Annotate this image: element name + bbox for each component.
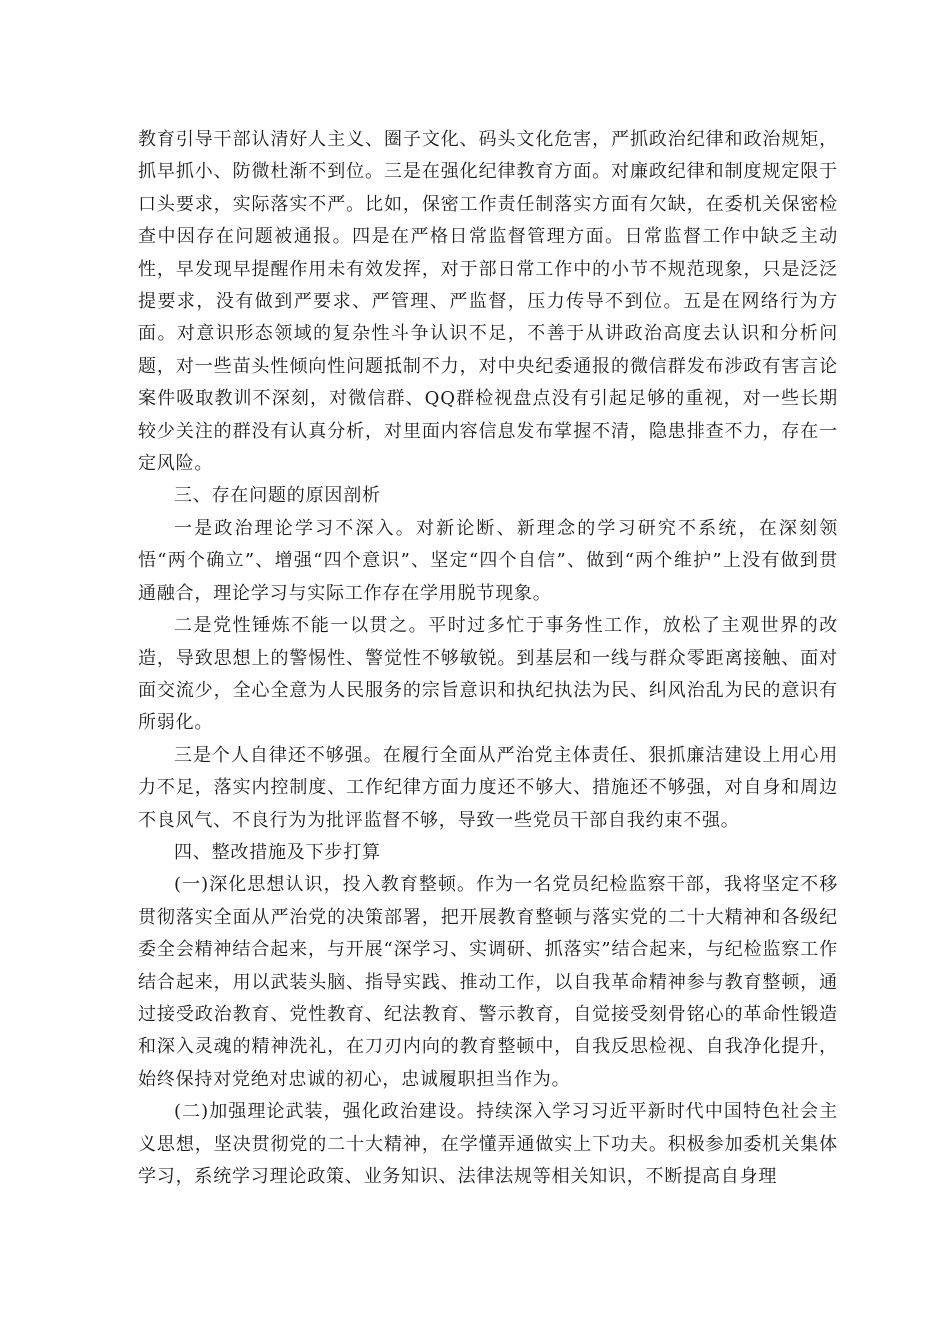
body-paragraph: (二)加强理论武装，强化政治建设。持续深入学习习近平新时代中国特色社会主义思想，坚决贯彻党的二十大精神，在学懂弄通做实上下功夫。积极参加委机关集体学习，系统学习理论政策、业务知识、法律法规等相关知识，不断提高自身理: [138, 1101, 838, 1187]
section-heading-rectification: 四、整改措施及下步打算: [174, 841, 381, 863]
body-paragraph: 三是个人自律还不够强。在履行全面从严治党主体责任、狠抓廉洁建设上用心用力不足，落实内控制度、工作纪律方面力度还不够大、措施还不够强，对自身和周边不良风气、不良行为为批评监督不够，导致一些党员干部自我约束不强。: [138, 744, 838, 831]
body-paragraph: (一)深化思想认识，投入教育整顿。作为一名党员纪检监察干部，我将坚定不移贯彻落实全面从严治党的决策部署，把开展教育整顿与落实党的二十大精神和各级纪委全会精神结合起来，与开展“深学习、实调研、抓落实”结合起来，与纪检监察工作结合起来，用以武装头脑、指导实践、推动工作，以自我革命精神参与教育整顿，通过接受政治教育、党性教育、纪法教育、警示教育，自觉接受刻骨铭心的革命性锻造和深入灵魂的精神洗礼，在刀刃内向的教育整顿中，自我反思检视、自我净化提升，始终保持对党绝对忠诚的初心，忠诚履职担当作为。: [138, 874, 838, 1090]
document-body: [138, 124, 838, 1193]
body-paragraph: 一是政治理论学习不深入。对新论断、新理念的学习研究不系统，在深刻领悟“两个确立”、增强“四个意识”、坚定“四个自信”、做到“两个维护”上没有做到贯通融合，理论学习与实际工作存在学用脱节现象。: [138, 517, 838, 604]
body-paragraph: 二是党性锤炼不能一以贯之。平时过多忙于事务性工作，放松了主观世界的改造，导致思想上的警惕性、警觉性不够敏锐。到基层和一线与群众零距离接触、面对面交流少，全心全意为人民服务的宗旨意识和执纪执法为民、纠风治乱为民的意识有所弱化。: [138, 615, 838, 734]
body-paragraph-continued: 教育引导干部认清好人主义、圈子文化、码头文化危害，严抓政治纪律和政治规矩，抓早抓小、防微杜渐不到位。三是在强化纪律教育方面。对廉政纪律和制度规定限于口头要求，实际落实不严。比如，保密工作责任制落实方面有欠缺，在委机关保密检查中因存在问题被通报。四是在严格日常监督管理方面。日常监督工作中缺乏主动性，早发现早提醒作用未有效发挥，对于部日常工作中的小节不规范现象，只是泛泛提要求，没有做到严要求、严管理、严监督，压力传导不到位。五是在网络行为方面。对意识形态领域的复杂性斗争认识不足，不善于从讲政治高度去认识和分析问题，对一些苗头性倾向性问题抵制不力，对中央纪委通报的微信群发布涉政有害言论案件吸取教训不深刻，对微信群、QQ群检视盘点没有引起足够的重视，对一些长期较少关注的群没有认真分析，对里面内容信息发布掌握不清，隐患排查不力，存在一定风险。: [138, 129, 838, 475]
section-heading-cause-analysis: 三、存在问题的原因剖析: [174, 485, 381, 507]
